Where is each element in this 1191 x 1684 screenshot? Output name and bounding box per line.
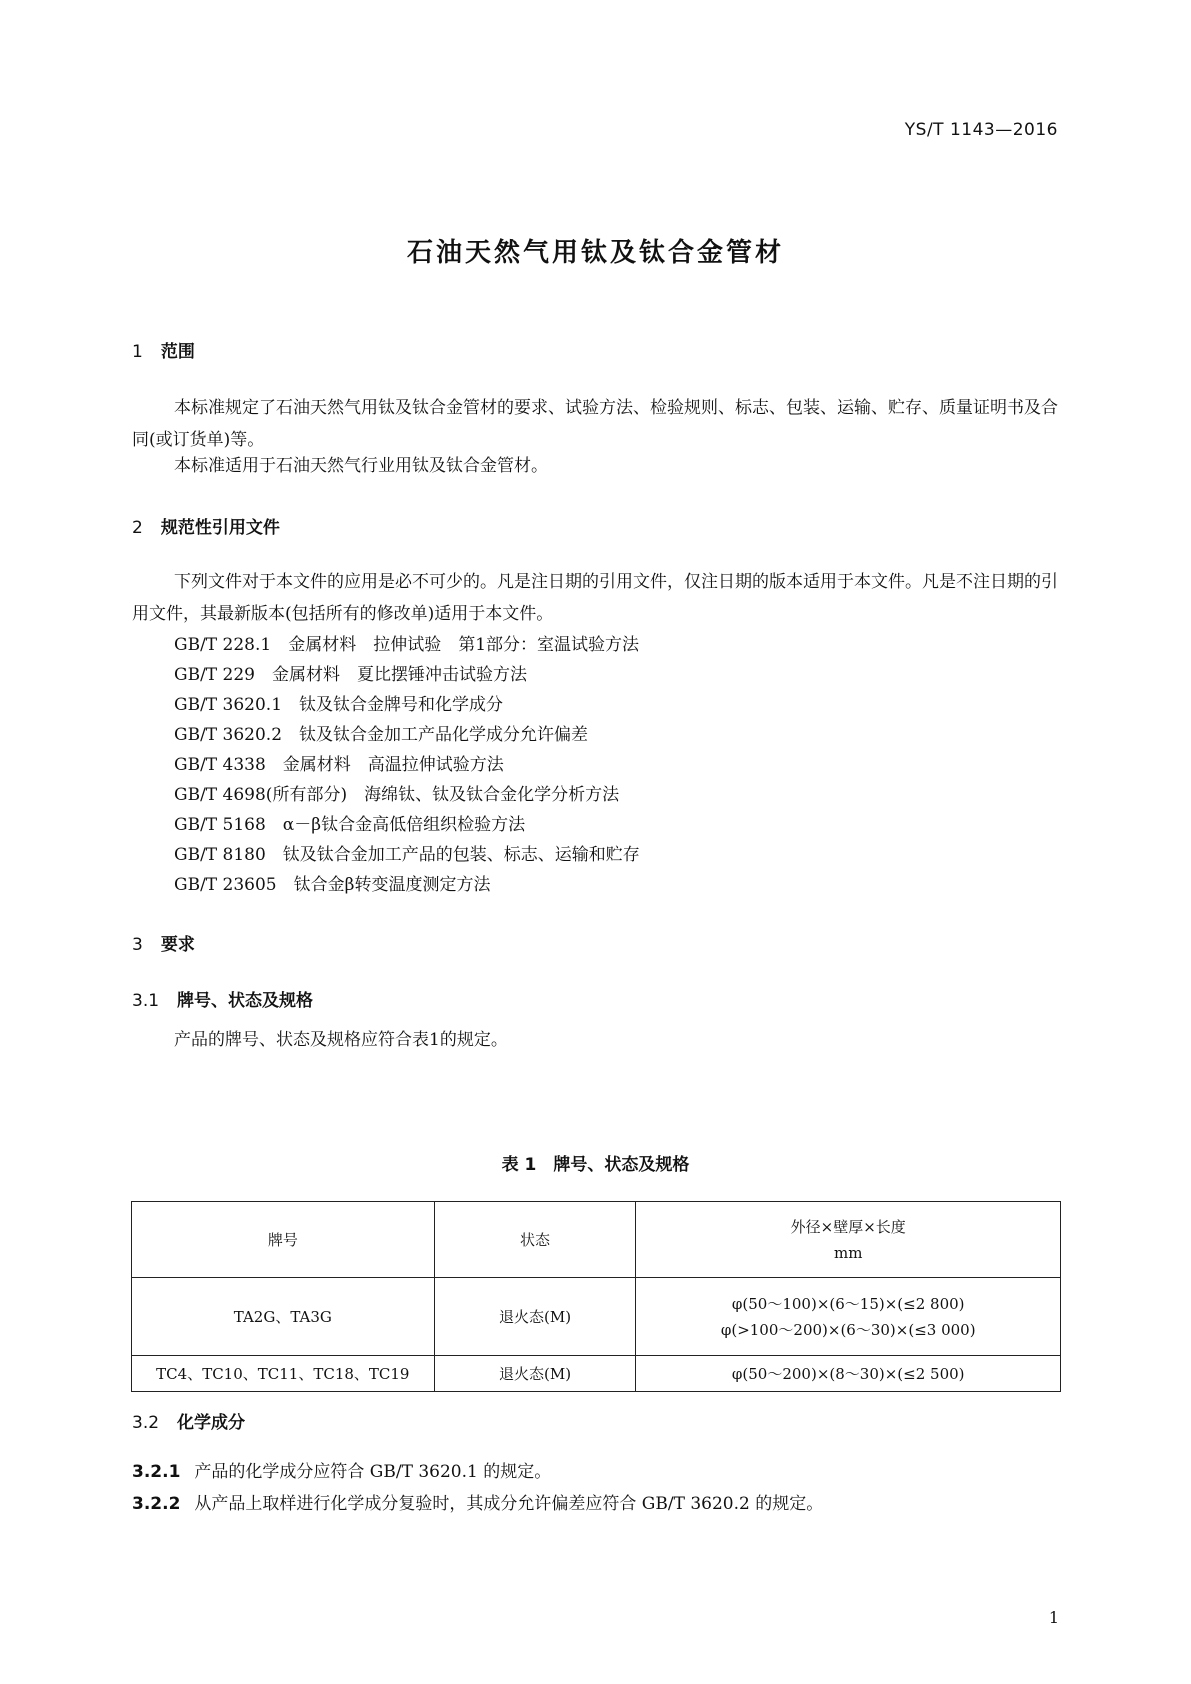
section-2-intro: 下列文件对于本文件的应用是必不可少的。凡是注日期的引用文件，仅注日期的版本适用于本文件。凡是不注日期的引用文件，其最新版本(包括所有的修改单)适用于本文件。 [132, 572, 1058, 624]
header-dimensions [636, 1202, 1061, 1278]
reference-item: GB/T 8180 钛及钛合金加工产品的包装、标志、运输和贮存 [174, 845, 640, 865]
reference-item: GB/T 3620.2 钛及钛合金加工产品化学成分允许偏差 [174, 725, 589, 745]
section-number: 3 [132, 935, 143, 955]
cell-dimensions [636, 1278, 1061, 1356]
clause-number: 3.2.2 [132, 1494, 181, 1514]
section-3-heading [132, 930, 195, 955]
section-title: 规范性引用文件 [160, 518, 280, 538]
section-1-heading [132, 337, 195, 362]
section-number: 2 [132, 518, 143, 538]
reference-item: GB/T 23605 钛合金β转变温度测定方法 [174, 875, 491, 895]
clause-text: 产品的化学成分应符合 GB/T 3620.1 的规定。 [194, 1462, 552, 1482]
section-title: 牌号、状态及规格 [177, 991, 314, 1011]
section-title: 要求 [160, 935, 195, 955]
header-grade: 牌号 [132, 1202, 435, 1278]
section-3-1-para: 产品的牌号、状态及规格应符合表1的规定。 [174, 1030, 508, 1050]
reference-item: GB/T 5168 α－β钛合金高低倍组织检验方法 [174, 815, 526, 835]
reference-item: GB/T 228.1 金属材料 拉伸试验 第1部分：室温试验方法 [174, 635, 640, 655]
section-number: 3.1 [132, 991, 160, 1011]
clause-number: 3.2.1 [132, 1462, 181, 1482]
reference-item: GB/T 3620.1 钛及钛合金牌号和化学成分 [174, 695, 504, 715]
section-title: 化学成分 [177, 1413, 246, 1433]
reference-item: GB/T 4698(所有部分) 海绵钛、钛及钛合金化学分析方法 [174, 785, 620, 805]
cell-state: 退火态(M) [434, 1356, 636, 1392]
section-3-1-heading [132, 986, 313, 1011]
header-dimensions-unit: mm [833, 1243, 863, 1262]
reference-item: GB/T 229 金属材料 夏比摆锤冲击试验方法 [174, 665, 527, 685]
cell-grade: TC4、TC10、TC11、TC18、TC19 [132, 1356, 435, 1392]
table-header-row [132, 1202, 1061, 1278]
table-row [132, 1356, 1061, 1392]
spec-table [131, 1201, 1061, 1392]
dimension-line: φ(50～100)×(6～15)×(≤2 800) [731, 1294, 965, 1313]
cell-dimensions [636, 1356, 1061, 1392]
section-1-para-1: 本标准规定了石油天然气用钛及钛合金管材的要求、试验方法、检验规则、标志、包装、运输、贮存、质量证明书及合同(或订货单)等。 [132, 398, 1058, 450]
clause-3-2-2 [132, 1488, 1062, 1520]
page-number: 1 [1048, 1608, 1059, 1627]
section-number: 1 [132, 342, 143, 362]
cell-state: 退火态(M) [434, 1278, 636, 1356]
cell-grade: TA2G、TA3G [132, 1278, 435, 1356]
header-dimensions-label: 外径×壁厚×长度 [790, 1217, 906, 1236]
section-2-heading [132, 513, 280, 538]
section-title: 范围 [160, 342, 195, 362]
clause-text: 从产品上取样进行化学成分复验时，其成分允许偏差应符合 GB/T 3620.2 的规定。 [194, 1494, 824, 1514]
table-caption: 表 1 牌号、状态及规格 [501, 1155, 690, 1175]
section-number: 3.2 [132, 1413, 160, 1433]
header-state: 状态 [434, 1202, 636, 1278]
section-3-2-heading [132, 1408, 245, 1433]
dimension-line: φ(50～200)×(8～30)×(≤2 500) [731, 1364, 965, 1383]
section-1-para-2: 本标准适用于石油天然气行业用钛及钛合金管材。 [174, 456, 548, 476]
clause-3-2-1 [132, 1456, 1062, 1488]
document-title: 石油天然气用钛及钛合金管材 [406, 238, 784, 268]
table-row [132, 1278, 1061, 1356]
reference-item: GB/T 4338 金属材料 高温拉伸试验方法 [174, 755, 504, 775]
std-code: YS/T 1143—2016 [904, 120, 1058, 140]
dimension-line: φ(>100～200)×(6～30)×(≤3 000) [720, 1320, 976, 1339]
